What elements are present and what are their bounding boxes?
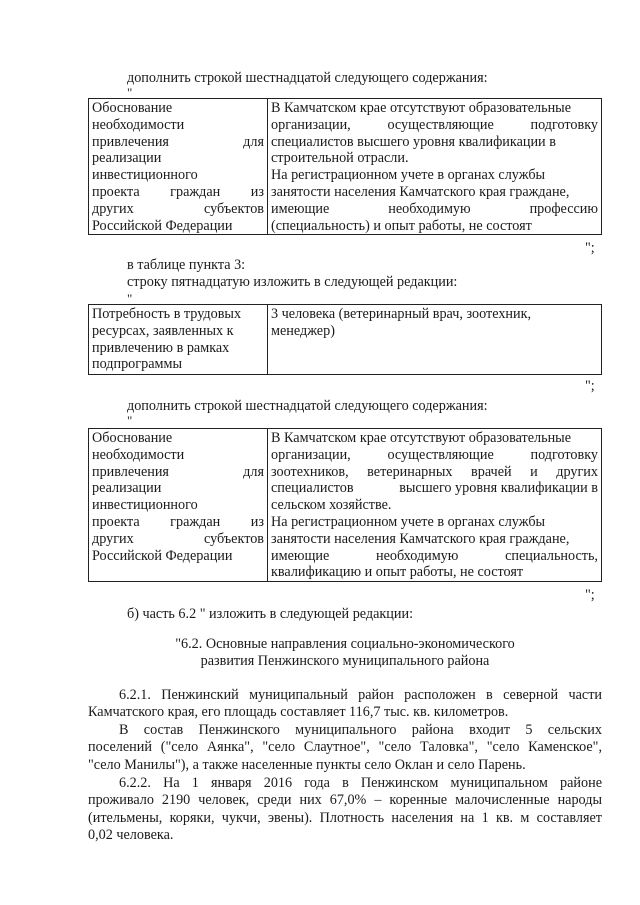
paragraph-line xyxy=(88,775,602,792)
text-line xyxy=(92,497,264,514)
text-segment: имеющие xyxy=(271,200,330,217)
text-line xyxy=(271,447,598,464)
text-line xyxy=(271,150,598,167)
text-segment: осуществляющие xyxy=(387,446,494,463)
paragraph-line xyxy=(88,757,602,774)
text-line xyxy=(271,167,598,184)
text-line xyxy=(271,100,598,117)
text-segment: (специальность) и опыт работы, не состоят xyxy=(271,217,532,234)
text-segment: необходимости xyxy=(92,446,185,463)
text-segment: граждан xyxy=(170,513,221,530)
text-segment: других xyxy=(92,200,134,217)
text-segment: На регистрационном учете в органах службы xyxy=(271,167,546,184)
text-segment: Обоснование xyxy=(92,430,173,446)
text-segment: высшего уровня квалификации в xyxy=(399,480,598,497)
text-segment: проживало 2190 человек, среди них 67,0% – коренные малочисленные народы xyxy=(88,792,602,809)
paragraph-line xyxy=(88,704,602,721)
text-line xyxy=(271,430,598,447)
table1-right-cell xyxy=(268,99,602,235)
intro-line-2: дополнить строкой шестнадцатой следующего содержания: xyxy=(127,398,488,414)
text-segment: занятости населения Камчатского края граждане, xyxy=(271,183,570,200)
text-segment: необходимую xyxy=(375,547,459,564)
paragraph-6-2-1 xyxy=(88,687,602,722)
text-line xyxy=(271,464,598,481)
table-ref-line: в таблице пункта 3: xyxy=(127,257,246,273)
text-segment: других xyxy=(556,463,598,480)
text-line xyxy=(271,117,598,134)
paragraph-line xyxy=(88,739,602,756)
text-segment: для xyxy=(243,133,264,150)
text-line xyxy=(92,100,264,117)
text-segment: 0,02 человека. xyxy=(88,827,174,844)
section-heading-line-1: "6.2. Основные направления социально-экономического xyxy=(175,636,515,652)
end-semicolon-3: "; xyxy=(585,587,595,603)
text-segment: В состав Пенжинского муниципального района входит 5 сельских xyxy=(119,722,602,738)
text-segment: из xyxy=(250,513,264,530)
text-segment: необходимую xyxy=(388,200,471,217)
text-segment: 6.2.1. Пенжинский муниципальный район расположен в северной части xyxy=(119,687,602,703)
text-segment: реализации xyxy=(92,150,162,167)
text-segment: специальность, xyxy=(505,547,598,564)
text-segment: На регистрационном учете в органах службы xyxy=(271,513,546,530)
quote-open-2: " xyxy=(127,291,133,306)
text-segment: имеющие xyxy=(271,547,330,564)
text-segment: проекта xyxy=(92,513,140,530)
table1-left-cell xyxy=(89,99,268,235)
text-line xyxy=(271,201,598,218)
text-segment: привлечению в рамках xyxy=(92,339,230,356)
text-line xyxy=(92,184,264,201)
text-segment: инвестиционного xyxy=(92,497,198,514)
text-segment: Российской Федерации xyxy=(92,547,233,564)
text-segment: осуществляющие xyxy=(387,116,494,133)
text-segment: В Камчатском крае отсутствуют образовательные xyxy=(271,430,571,446)
text-line xyxy=(271,306,598,323)
text-line xyxy=(92,430,264,447)
text-line xyxy=(92,117,264,134)
text-segment: ресурсах, заявленных к xyxy=(92,322,234,339)
section-heading-line-2: развития Пенжинского муниципального района xyxy=(200,653,490,669)
text-segment: подготовку xyxy=(530,116,598,133)
text-line xyxy=(92,306,264,323)
text-segment: (ительмены, коряки, чукчи, эвены). Плотность населения на 1 кв. м составляет xyxy=(88,809,602,826)
text-segment: врачей xyxy=(471,463,512,480)
text-segment: организации, xyxy=(271,116,351,133)
text-line xyxy=(271,134,598,151)
text-segment: необходимости xyxy=(92,116,185,133)
text-segment: специалистов xyxy=(271,480,354,497)
text-segment: субъектов xyxy=(203,530,264,547)
text-segment: подпрограммы xyxy=(92,356,182,373)
row15-line: строку пятнадцатую изложить в следующей редакции: xyxy=(127,274,458,290)
end-semicolon-2: "; xyxy=(585,378,595,394)
text-line xyxy=(271,323,598,340)
text-line xyxy=(92,150,264,167)
text-line xyxy=(92,531,264,548)
text-line xyxy=(92,134,264,151)
text-segment: Обоснование xyxy=(92,100,173,116)
text-segment: субъектов xyxy=(203,200,264,217)
text-line xyxy=(92,201,264,218)
paragraph-line xyxy=(88,810,602,827)
paragraph-6-2-2 xyxy=(88,775,602,845)
table2-right-cell xyxy=(268,305,602,375)
text-line xyxy=(92,167,264,184)
intro-line-1: дополнить строкой шестнадцатой следующего содержания: xyxy=(127,70,488,86)
quote-open-1: " xyxy=(127,85,133,100)
text-segment: граждан xyxy=(170,183,221,200)
table-row-16-b xyxy=(88,428,602,582)
text-segment: 3 человека (ветеринарный врач, зоотехник, xyxy=(271,306,532,322)
text-segment: 6.2.2. На 1 января 2016 года в Пенжинском муниципальном районе xyxy=(119,775,602,791)
text-segment: поселений ("село Аянка", "село Слаутное", "село Таловка", "село Каменское", xyxy=(88,739,602,756)
text-segment: привлечения xyxy=(92,133,169,150)
text-segment: подготовку xyxy=(530,446,598,463)
text-line xyxy=(92,340,264,357)
table-row-16-a xyxy=(88,98,602,235)
paragraph-line xyxy=(88,722,602,739)
text-line xyxy=(271,480,598,497)
paragraph-settlements xyxy=(88,722,602,774)
text-line xyxy=(92,548,264,565)
text-segment: строительной отрасли. xyxy=(271,150,409,167)
table3-left-cell xyxy=(89,429,268,582)
text-line xyxy=(92,464,264,481)
text-segment: В Камчатском крае отсутствуют образовательные xyxy=(271,100,571,116)
table-row-15 xyxy=(88,304,602,375)
text-segment: занятости населения Камчатского края граждане, xyxy=(271,530,570,547)
quote-open-3: " xyxy=(127,413,133,428)
paragraph-line xyxy=(88,792,602,809)
text-segment: и xyxy=(530,463,538,480)
text-segment: сельском хозяйстве. xyxy=(271,497,392,514)
text-line xyxy=(271,531,598,548)
text-segment: квалификацию и опыт работы, не состоят xyxy=(271,564,524,581)
text-line xyxy=(271,564,598,581)
text-segment: менеджер) xyxy=(271,322,335,339)
text-segment: зоотехников, xyxy=(271,463,349,480)
text-line xyxy=(92,218,264,235)
text-segment: ветеринарных xyxy=(367,463,453,480)
text-line xyxy=(92,514,264,531)
text-segment: реализации xyxy=(92,480,162,497)
text-line xyxy=(92,480,264,497)
text-segment: организации, xyxy=(271,446,351,463)
text-segment: инвестиционного xyxy=(92,167,198,184)
text-segment: профессию xyxy=(529,200,598,217)
text-line xyxy=(271,548,598,565)
text-segment: для xyxy=(243,463,264,480)
text-segment: Камчатского края, его площадь составляет 116,7 тыс. кв. километров. xyxy=(88,704,509,721)
text-line xyxy=(271,514,598,531)
text-segment: других xyxy=(92,530,134,547)
text-line xyxy=(271,184,598,201)
text-line xyxy=(271,497,598,514)
text-segment: проекта xyxy=(92,183,140,200)
table3-right-cell xyxy=(268,429,602,582)
text-segment: из xyxy=(250,183,264,200)
text-segment: Российской Федерации xyxy=(92,217,233,234)
text-segment: специалистов высшего уровня квалификации в xyxy=(271,133,556,150)
paragraph-line xyxy=(88,687,602,704)
text-line xyxy=(92,356,264,373)
text-segment: Потребность в трудовых xyxy=(92,306,242,322)
paragraph-line xyxy=(88,827,602,844)
text-segment: привлечения xyxy=(92,463,169,480)
text-segment: "село Манилы"), а также населенные пункты село Оклан и село Парень. xyxy=(88,756,526,773)
end-semicolon-1: "; xyxy=(585,240,595,256)
text-line xyxy=(92,323,264,340)
text-line xyxy=(271,218,598,235)
text-line xyxy=(92,447,264,464)
table2-left-cell xyxy=(89,305,268,375)
part-b-line: б) часть 6.2 " изложить в следующей редакции: xyxy=(127,606,414,622)
